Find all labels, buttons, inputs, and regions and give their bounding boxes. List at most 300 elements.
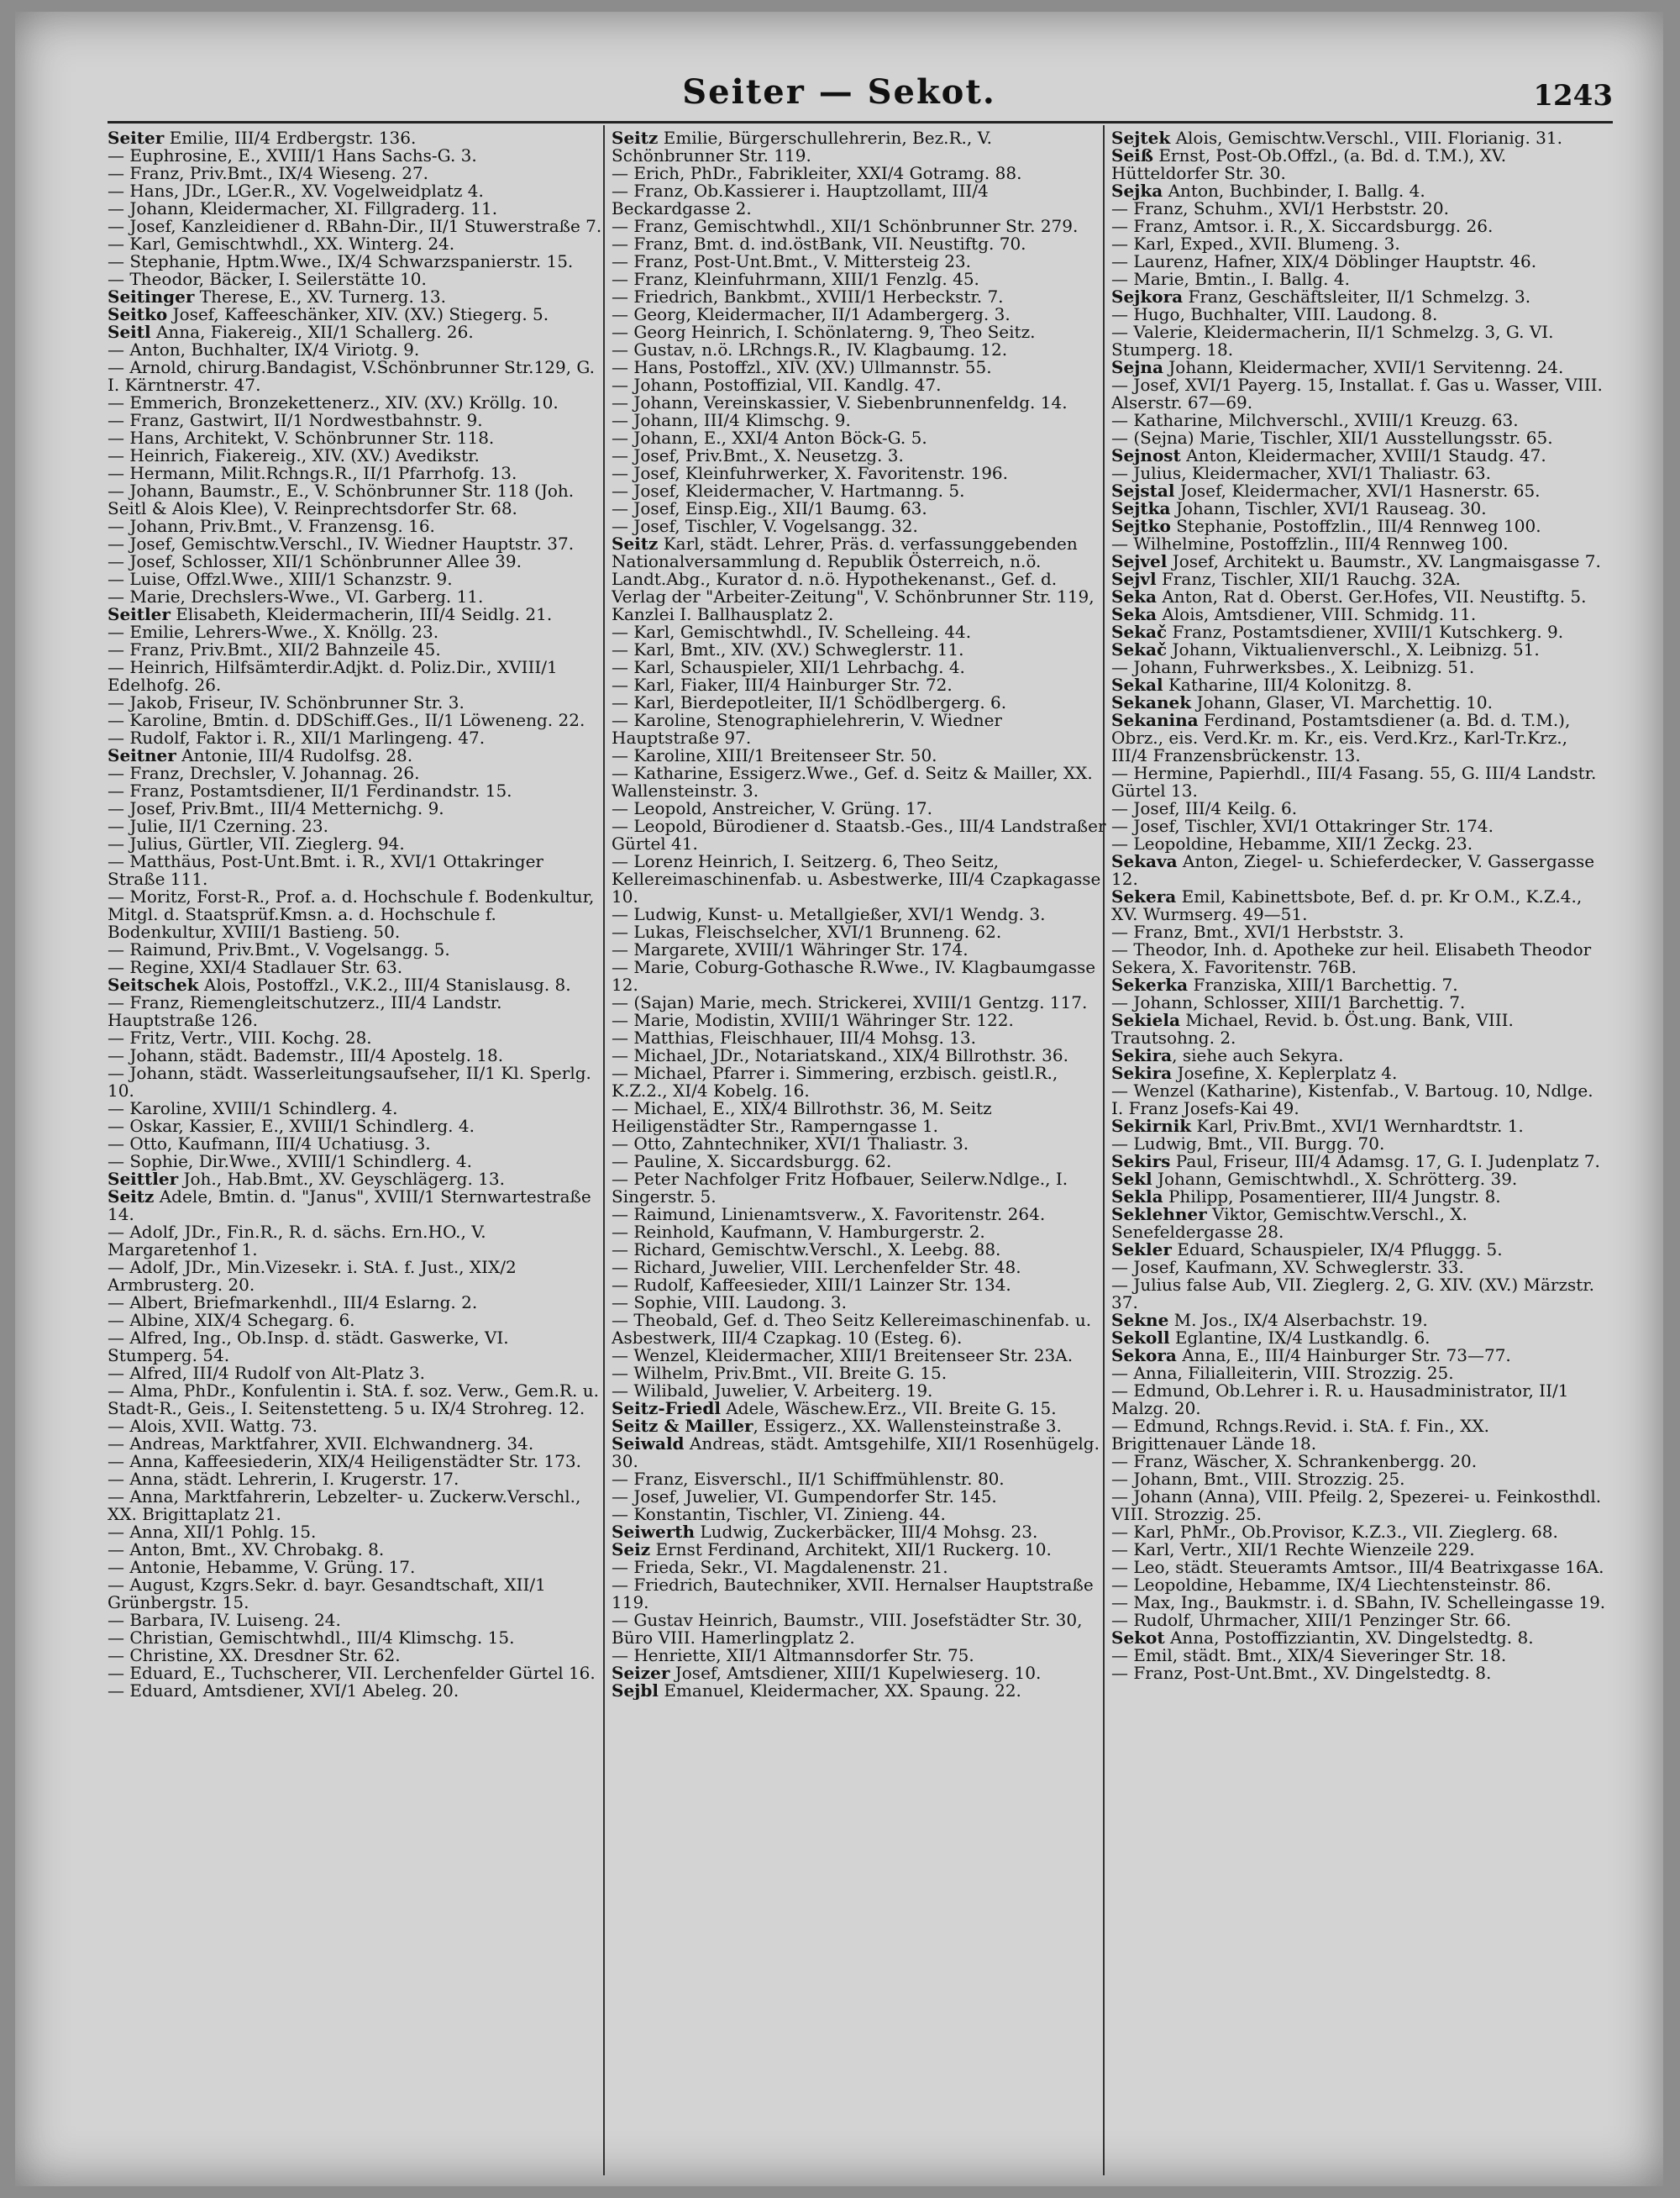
- entry-details: — Gustav Heinrich, Baumstr., VIII. Josefstädter Str. 30, Büro VIII. Hamerlingplatz 2.: [612, 1610, 1083, 1648]
- directory-entry: [108, 1170, 603, 1188]
- directory-entry: [108, 253, 603, 271]
- directory-entry: [108, 465, 603, 482]
- entry-details: Ferdinand, Postamtsdiener (a. Bd. d. T.M.), Obrz., eis. Verd.Kr. m. Kr., eis. Verd.Krz., Karl-Tr.Krz., III/4 Franzensbrückenstr. 13.: [1111, 710, 1571, 765]
- entry-details: Eglantine, IX/4 Lustkandlg. 6.: [1169, 1328, 1431, 1348]
- entry-details: — Wilhelm, Priv.Bmt., VII. Breite G. 15.: [612, 1363, 948, 1383]
- directory-entry: [108, 1188, 603, 1223]
- directory-entry: [1111, 1065, 1607, 1082]
- entry-details: — Franz, Priv.Bmt., XII/2 Bahnzeile 45.: [108, 639, 441, 660]
- entry-details: — Barbara, IV. Luiseng. 24.: [108, 1610, 341, 1630]
- directory-entry: [1111, 1241, 1607, 1259]
- directory-entry: [1111, 429, 1607, 447]
- entry-details: — Karl, Vertr., XII/1 Rechte Wienzeile 229.: [1111, 1539, 1475, 1559]
- entry-details: — (Sejna) Marie, Tischler, XII/1 Ausstellungsstr. 65.: [1111, 428, 1553, 448]
- entry-details: Anton, Rat d. Oberst. Ger.Hofes, VII. Neustiftg. 5.: [1156, 586, 1587, 607]
- directory-entry: [1111, 976, 1607, 994]
- entry-surname: Sejtek: [1111, 129, 1171, 148]
- directory-entry: [1111, 306, 1607, 323]
- entry-details: — Josef, III/4 Keilg. 6.: [1111, 798, 1298, 818]
- entry-details: , Essigerz., XX. Wallensteinstraße 3.: [753, 1416, 1062, 1436]
- entry-details: — Edmund, Rchngs.Revid. i. StA. f. Fin., XX. Brigittenauer Lände 18.: [1111, 1416, 1490, 1454]
- entry-details: Emil, Kabinettsbote, Bef. d. pr. Kr O.M., K.Z.4., XV. Wurmserg. 49—51.: [1111, 886, 1583, 924]
- directory-entry: [612, 1365, 1107, 1382]
- entry-surname: Seklehner: [1111, 1204, 1207, 1224]
- entry-details: — Henriette, XII/1 Altmannsdorfer Str. 75.: [612, 1645, 974, 1665]
- entry-details: — Karoline, Stenographielehrerin, V. Wiedner Hauptstraße 97.: [612, 710, 1002, 748]
- entry-details: — Anton, Bmt., XV. Chrobakg. 8.: [108, 1539, 385, 1559]
- entry-details: — Karl, Bmt., XIV. (XV.) Schweglerstr. 11.: [612, 639, 964, 660]
- entry-details: — Wenzel (Katharine), Kistenfab., V. Bartoug. 10, Ndlge. I. Franz Josefs-Kai 49.: [1111, 1081, 1593, 1118]
- directory-entry: [108, 218, 603, 235]
- directory-entry: [108, 394, 603, 412]
- entry-details: — Franz, Ob.Kassierer i. Hauptzollamt, III/4 Beckardgasse 2.: [612, 181, 989, 218]
- entry-surname: Seiter: [108, 129, 165, 148]
- directory-entry: [108, 623, 603, 641]
- directory-entry: [1111, 182, 1607, 200]
- entry-details: — Theobald, Gef. d. Theo Seitz Kellereimaschinenfab. u. Asbestwerk, III/4 Czapkag. 10 (Esteg. 6).: [612, 1310, 1092, 1348]
- directory-entry: [108, 1629, 603, 1647]
- directory-entry: [108, 1435, 603, 1453]
- directory-entry: [612, 1612, 1107, 1647]
- directory-entry: [612, 1506, 1107, 1523]
- entry-details: Emanuel, Kleidermacher, XX. Spaung. 22.: [659, 1680, 1021, 1700]
- entry-details: — Julie, II/1 Czerning. 23.: [108, 816, 328, 836]
- entry-surname: Sejtka: [1111, 498, 1171, 518]
- entry-details: — Hans, Architekt, V. Schönbrunner Str. 118.: [108, 428, 495, 448]
- directory-entry: [1111, 1594, 1607, 1612]
- entry-details: — Max, Ing., Baukmstr. i. d. SBahn, IV. Schelleingasse 19.: [1111, 1592, 1606, 1612]
- entry-surname: Sekerka: [1111, 975, 1189, 995]
- entry-details: — Hermann, Milit.Rchngs.R., II/1 Pfarrhofg. 13.: [108, 463, 517, 483]
- entry-details: Ernst Ferdinand, Architekt, XII/1 Ruckerg. 10.: [650, 1539, 1052, 1559]
- entry-details: Adele, Bmtin. d. "Janus", XVIII/1 Sternwartestraße 14.: [108, 1186, 591, 1224]
- directory-entry: [1111, 1470, 1607, 1488]
- entry-surname: Sekač: [1111, 639, 1168, 660]
- entry-details: — Regine, XXI/4 Stadlauer Str. 63.: [108, 957, 403, 977]
- directory-entry: [1111, 1117, 1607, 1135]
- directory-entry: [1111, 606, 1607, 623]
- entry-details: — Josef, XVI/1 Payerg. 15, Installat. f. Gas u. Wasser, VIII. Alserstr. 67—69.: [1111, 375, 1603, 413]
- directory-entry: [1111, 623, 1607, 641]
- entry-surname: Seiwerth: [612, 1522, 696, 1542]
- entry-surname: Sekanek: [1111, 692, 1192, 713]
- entry-surname: Seitl: [108, 322, 151, 342]
- entry-details: — Karl, PhMr., Ob.Provisor, K.Z.3., VII. Zieglerg. 68.: [1111, 1522, 1558, 1542]
- entry-surname: Sekera: [1111, 886, 1177, 907]
- directory-entry: [612, 712, 1107, 747]
- entry-details: Franz, Tischler, XII/1 Rauchg. 32A.: [1156, 569, 1461, 589]
- entry-details: — Josef, Kanzleidiener d. RBahn-Dir., II/1 Stuwerstraße 7.: [108, 216, 602, 236]
- directory-entry: [612, 1312, 1107, 1347]
- entry-surname: Sekal: [1111, 675, 1163, 695]
- entry-surname: Sejka: [1111, 181, 1163, 201]
- entry-details: — Moritz, Forst-R., Prof. a. d. Hochschule f. Bodenkultur, Mitgl. d. Staatsprüf.Kmsn. a. d. Hochschule f. Bodenkultur, XVIII/1 Bastieng. 50.: [108, 886, 595, 942]
- entry-surname: Sekne: [1111, 1310, 1169, 1330]
- directory-entry: [108, 1312, 603, 1329]
- directory-entry: [612, 465, 1107, 482]
- directory-entry: [108, 641, 603, 659]
- entry-surname: Seiz: [612, 1539, 651, 1559]
- entry-details: Josefine, X. Keplerplatz 4.: [1172, 1063, 1398, 1083]
- directory-entry: [1111, 1559, 1607, 1576]
- entry-surname: Seitner: [108, 745, 176, 765]
- entry-surname: Sekora: [1111, 1345, 1177, 1365]
- directory-entry: [108, 994, 603, 1029]
- entry-details: — Emilie, Lehrers-Wwe., X. Knöllg. 23.: [108, 622, 439, 642]
- entry-surname: Sejbl: [612, 1680, 659, 1700]
- entry-details: — Franz, Post-Unt.Bmt., XV. Dingelstedtg. 8.: [1111, 1663, 1492, 1682]
- directory-entry: [108, 288, 603, 306]
- directory-entry: [1111, 1629, 1607, 1647]
- directory-entry: [108, 765, 603, 782]
- directory-entry: [612, 1029, 1107, 1047]
- directory-entry: [1111, 571, 1607, 588]
- directory-entry: [108, 147, 603, 165]
- directory-entry: [108, 1329, 603, 1365]
- entry-details: — Johann, Vereinskassier, V. Siebenbrunnenfeldg. 14.: [612, 392, 1068, 413]
- entry-details: — Sophie, VIII. Laudong. 3.: [612, 1292, 847, 1312]
- entry-details: — Raimund, Linienamtsverw., X. Favoritenstr. 264.: [612, 1204, 1046, 1224]
- directory-entry: [108, 782, 603, 800]
- entry-details: Viktor, Gemischtw.Verschl., X. Senefeldergasse 28.: [1111, 1204, 1467, 1242]
- entry-details: — Johann, III/4 Klimschg. 9.: [612, 410, 851, 430]
- entry-details: — Wenzel, Kleidermacher, XIII/1 Breitenseer Str. 23A.: [612, 1345, 1074, 1365]
- entry-details: — Valerie, Kleidermacherin, II/1 Schmelzg. 3, G. VI. Stumperg. 18.: [1111, 322, 1554, 360]
- directory-entry: [612, 765, 1107, 800]
- directory-entry: [612, 1259, 1107, 1276]
- entry-details: — Reinhold, Kaufmann, V. Hamburgerstr. 2.: [612, 1222, 985, 1242]
- directory-entry: [108, 535, 603, 553]
- entry-details: — Johann (Anna), VIII. Pfeilg. 2, Spezerei- u. Feinkosthdl. VIII. Strozzig. 25.: [1111, 1486, 1602, 1524]
- directory-entry: [612, 271, 1107, 288]
- directory-entry: [612, 1347, 1107, 1365]
- entry-details: — Edmund, Ob.Lehrer i. R. u. Hausadministrator, II/1 Malzg. 20.: [1111, 1380, 1569, 1418]
- directory-entry: [612, 747, 1107, 765]
- entry-details: — Hans, JDr., LGer.R., XV. Vogelweidplatz 4.: [108, 181, 484, 201]
- entry-details: — Anna, XII/1 Pohlg. 15.: [108, 1522, 317, 1542]
- directory-entry: [612, 482, 1107, 500]
- entry-surname: Sejvel: [1111, 551, 1168, 571]
- directory-entry: [1111, 588, 1607, 606]
- directory-entry: [1111, 218, 1607, 235]
- entry-details: — Josef, Priv.Bmt., X. Neusetzg. 3.: [612, 445, 904, 465]
- directory-entry: [1111, 994, 1607, 1012]
- directory-entry: [1111, 323, 1607, 359]
- entry-details: — Franz, Priv.Bmt., IX/4 Wieseng. 27.: [108, 163, 429, 183]
- directory-entry: [1111, 235, 1607, 253]
- directory-entry: [108, 1047, 603, 1065]
- directory-entry: [1111, 1347, 1607, 1365]
- entry-details: — Lukas, Fleischselcher, XVI/1 Brunneng. 62.: [612, 922, 1002, 942]
- entry-details: — Josef, Tischler, XVI/1 Ottakringer Str. 174.: [1111, 816, 1494, 836]
- entry-details: Alois, Postoffzl., V.K.2., III/4 Stanislausg. 8.: [198, 975, 571, 995]
- directory-entry: [108, 1523, 603, 1541]
- directory-entry: [612, 994, 1107, 1012]
- entry-details: — Ludwig, Bmt., VII. Burgg. 70.: [1111, 1133, 1385, 1154]
- entry-details: — Karl, Gemischtwhdl., XX. Winterg. 24.: [108, 234, 455, 254]
- entry-surname: Seitinger: [108, 287, 195, 307]
- directory-entry: [108, 447, 603, 465]
- entry-surname: Sejnost: [1111, 445, 1181, 465]
- directory-column-1: [108, 129, 603, 1700]
- entry-details: — Adolf, JDr., Min.Vizesekr. i. StA. f. Just., XIX/2 Armbrusterg. 20.: [108, 1257, 517, 1295]
- entry-surname: Seiß: [1111, 145, 1153, 166]
- directory-entry: [612, 676, 1107, 694]
- entry-details: — Heinrich, Hilfsämterdir.Adjkt. d. Poliz.Dir., XVIII/1 Edelhofg. 26.: [108, 657, 558, 695]
- entry-details: Johann, Glaser, VI. Marchettig. 10.: [1191, 692, 1494, 713]
- entry-details: — Marie, Coburg-Gothasche R.Wwe., IV. Klagbaumgasse 12.: [612, 957, 1096, 995]
- directory-entry: [1111, 129, 1607, 147]
- entry-surname: Sekla: [1111, 1186, 1163, 1207]
- directory-entry: [108, 588, 603, 606]
- entry-details: Johann, Kleidermacher, XVII/1 Servitenng. 24.: [1163, 357, 1564, 377]
- entry-details: — Franz, Post-Unt.Bmt., V. Mittersteig 23.: [612, 251, 972, 271]
- directory-entry: [1111, 659, 1607, 676]
- entry-details: — Hans, Postoffzl., XIV. (XV.) Ullmannstr. 55.: [612, 357, 992, 377]
- entry-surname: Sejna: [1111, 357, 1163, 377]
- directory-entry: [612, 853, 1107, 906]
- entry-details: — Leopold, Anstreicher, V. Grüng. 17.: [612, 798, 932, 818]
- page-number: 1243: [1533, 79, 1613, 113]
- entry-details: — Christian, Gemischtwhdl., III/4 Klimschg. 15.: [108, 1627, 515, 1648]
- entry-details: — Albert, Briefmarkenhdl., III/4 Eslarng. 2.: [108, 1292, 478, 1312]
- directory-entry: [612, 1576, 1107, 1612]
- directory-entry: [612, 1647, 1107, 1664]
- directory-entry: [612, 906, 1107, 923]
- entry-details: — Johann, Fuhrwerksbes., X. Leibnizg. 51.: [1111, 657, 1475, 677]
- directory-entry: [108, 818, 603, 835]
- directory-entry: [1111, 1276, 1607, 1312]
- directory-entry: [1111, 376, 1607, 412]
- entry-surname: Sekava: [1111, 851, 1178, 871]
- directory-entry: [108, 235, 603, 253]
- directory-entry: [612, 1682, 1107, 1700]
- entry-surname: Seitz & Mailler: [612, 1416, 753, 1436]
- directory-entry: [1111, 447, 1607, 465]
- entry-surname: Seizer: [612, 1663, 670, 1683]
- entry-details: — Karoline, XIII/1 Breitenseer Str. 50.: [612, 745, 937, 765]
- directory-entry: [108, 694, 603, 712]
- directory-entry: [108, 412, 603, 429]
- entry-details: Eduard, Schauspieler, IX/4 Pfluggg. 5.: [1171, 1239, 1503, 1259]
- directory-entry: [108, 1647, 603, 1664]
- directory-entry: [612, 923, 1107, 941]
- directory-entry: [108, 341, 603, 359]
- entry-details: — Alfred, Ing., Ob.Insp. d. städt. Gaswerke, VI. Stumperg. 54.: [108, 1328, 509, 1365]
- directory-entry: [1111, 1523, 1607, 1541]
- directory-entry: [612, 959, 1107, 994]
- entry-details: — Franz, Gemischtwhdl., XII/1 Schönbrunner Str. 279.: [612, 216, 1079, 236]
- entry-surname: Seitko: [108, 304, 168, 324]
- entry-details: — Karl, Fiaker, III/4 Hainburger Str. 72.: [612, 675, 953, 695]
- entry-details: — Ludwig, Kunst- u. Metallgießer, XVI/1 Wendg. 3.: [612, 904, 1046, 924]
- directory-entry: [1111, 835, 1607, 853]
- directory-entry: [108, 1682, 603, 1700]
- directory-entry: [612, 623, 1107, 641]
- directory-entry: [1111, 641, 1607, 659]
- entry-surname: Sekirnik: [1111, 1116, 1192, 1136]
- directory-entry: [612, 1664, 1107, 1682]
- entry-details: — Josef, Schlosser, XII/1 Schönbrunner Allee 39.: [108, 551, 522, 571]
- entry-details: — Josef, Juwelier, VI. Gumpendorfer Str. 145.: [612, 1486, 997, 1507]
- entry-details: — Stephanie, Hptm.Wwe., IX/4 Schwarzspanierstr. 15.: [108, 251, 574, 271]
- entry-surname: Sekler: [1111, 1239, 1172, 1259]
- entry-details: Emilie, Bürgerschullehrerin, Bez.R., V. Schönbrunner Str. 119.: [612, 129, 992, 166]
- entry-details: — Johann, Kleidermacher, XI. Fillgraderg. 11.: [108, 198, 498, 218]
- directory-entry: [108, 1453, 603, 1470]
- entry-surname: Seka: [1111, 604, 1157, 624]
- directory-entry: [1111, 818, 1607, 835]
- directory-entry: [1111, 1612, 1607, 1629]
- directory-entry: [612, 1100, 1107, 1135]
- directory-entry: [612, 1206, 1107, 1223]
- directory-entry: [1111, 1153, 1607, 1170]
- entry-details: — Anna, Kaffeesiederin, XIX/4 Heiligenstädter Str. 173.: [108, 1451, 581, 1471]
- entry-details: — Margarete, XVIII/1 Währinger Str. 174.: [612, 939, 969, 960]
- entry-surname: Sejtko: [1111, 516, 1171, 536]
- directory-entry: [108, 359, 603, 394]
- directory-entry: [612, 1223, 1107, 1241]
- entry-details: — Josef, Kleinfuhrwerker, X. Favoritenstr. 196.: [612, 463, 1009, 483]
- directory-entry: [612, 641, 1107, 659]
- directory-entry: [108, 1488, 603, 1523]
- directory-entry: [1111, 1541, 1607, 1559]
- directory-entry: [612, 659, 1107, 676]
- entry-details: Katharine, III/4 Kolonitzg. 8.: [1163, 675, 1412, 695]
- entry-details: — Erich, PhDr., Fabrikleiter, XXI/4 Gotramg. 88.: [612, 163, 1022, 183]
- directory-entry: [1111, 1365, 1607, 1382]
- directory-entry: [612, 1417, 1107, 1435]
- directory-entry: [1111, 800, 1607, 818]
- directory-entry: [108, 571, 603, 588]
- directory-entry: [108, 853, 603, 888]
- entry-details: — Franz, Schuhm., XVI/1 Herbststr. 20.: [1111, 198, 1449, 218]
- entry-details: — Lorenz Heinrich, I. Seitzerg. 6, Theo Seitz, Kellereimaschinenfab. u. Asbestwerke, III/4 Czapkagasse 10.: [612, 851, 1101, 907]
- entry-details: — Josef, Priv.Bmt., III/4 Metternichg. 9.: [108, 798, 444, 818]
- directory-entry: [1111, 1259, 1607, 1276]
- entry-details: — Johann, Schlosser, XIII/1 Barchettig. 7.: [1111, 992, 1466, 1012]
- directory-entry: [1111, 412, 1607, 429]
- entry-surname: Sejkora: [1111, 287, 1184, 307]
- entry-details: — Andreas, Marktfahrer, XVII. Elchwandnerg. 34.: [108, 1433, 534, 1454]
- entry-details: — Euphrosine, E., XVIII/1 Hans Sachs-G. 3.: [108, 145, 477, 166]
- entry-surname: Seitz: [612, 534, 659, 554]
- entry-surname: Sekira: [1111, 1063, 1173, 1083]
- entry-details: — Katharine, Milchverschl., XVIII/1 Kreuzg. 63.: [1111, 410, 1519, 430]
- entry-surname: Sekirs: [1111, 1151, 1171, 1171]
- directory-entry: [612, 394, 1107, 412]
- directory-entry: [612, 1294, 1107, 1312]
- directory-entry: [108, 659, 603, 694]
- entry-surname: Sejstal: [1111, 481, 1175, 501]
- entry-details: Karl, städt. Lehrer, Präs. d. verfassunggebenden Nationalversammlung d. Republik Österreich, n.ö. Landt.Abg., Kurator d. n.ö. Hypothekenanst., Gef. d. Verlag der "Arbeiter-Zeitung", V. Schönbrunner Str. 119, Kanzlei I. Ballhausplatz 2.: [612, 534, 1095, 624]
- directory-entry: [1111, 676, 1607, 694]
- entry-details: — Josef, Kaufmann, XV. Schweglerstr. 33.: [1111, 1257, 1464, 1277]
- directory-entry: [612, 412, 1107, 429]
- entry-details: Johann, Viktualienverschl., X. Leibnizg. 51.: [1167, 639, 1540, 660]
- entry-details: Johann, Tischler, XVI/1 Rauseag. 30.: [1170, 498, 1487, 518]
- entry-details: Andreas, städt. Amtsgehilfe, XII/1 Rosenhügelg. 30.: [612, 1433, 1100, 1471]
- directory-entry: [612, 1065, 1107, 1100]
- directory-entry: [1111, 1417, 1607, 1453]
- entry-details: — Luise, Offzl.Wwe., XIII/1 Schanzstr. 9.: [108, 569, 453, 589]
- directory-entry: [1111, 253, 1607, 271]
- directory-entry: [108, 1100, 603, 1117]
- entry-details: Anna, Fiakereig., XII/1 Schallerg. 26.: [150, 322, 474, 342]
- entry-details: — Franz, Wäscher, X. Schrankenbergg. 20.: [1111, 1451, 1478, 1471]
- entry-details: — Julius false Aub, VII. Zieglerg. 2, G. XIV. (XV.) Märzstr. 37.: [1111, 1275, 1595, 1312]
- page-title: Seiter — Sekot.: [682, 72, 996, 112]
- entry-details: Josef, Kaffeeschänker, XIV. (XV.) Stiegerg. 5.: [167, 304, 549, 324]
- entry-details: Alois, Gemischtw.Verschl., VIII. Florianig. 31.: [1170, 129, 1562, 148]
- entry-details: — Johann, städt. Wasserleitungsaufseher, II/1 Kl. Sperlg. 10.: [108, 1063, 591, 1101]
- entry-details: — Pauline, X. Siccardsburgg. 62.: [612, 1151, 892, 1171]
- entry-details: — Johann, Bmt., VIII. Strozzig. 25.: [1111, 1469, 1405, 1489]
- directory-entry: [108, 1664, 603, 1682]
- entry-details: — Leopoldine, Hebamme, IX/4 Liechtensteinstr. 86.: [1111, 1575, 1551, 1595]
- entry-details: — Johann, E., XXI/4 Anton Böck-G. 5.: [612, 428, 927, 448]
- directory-entry: [1111, 1188, 1607, 1206]
- directory-entry: [108, 888, 603, 941]
- directory-entry: [1111, 518, 1607, 535]
- entry-details: M. Jos., IX/4 Alserbachstr. 19.: [1168, 1310, 1428, 1330]
- entry-details: — Karl, Schauspieler, XII/1 Lehrbachg. 4.: [612, 657, 965, 677]
- directory-entry: [612, 323, 1107, 341]
- directory-entry: [1111, 482, 1607, 500]
- directory-entry: [108, 1259, 603, 1294]
- entry-surname: Seitler: [108, 604, 171, 624]
- directory-entry: [108, 182, 603, 200]
- entry-surname: Seitz: [108, 1186, 155, 1207]
- entry-details: Paul, Friseur, III/4 Adamsg. 17, G. I. Judenplatz 7.: [1170, 1151, 1600, 1171]
- entry-details: — Leopold, Bürodiener d. Staatsb.-Ges., III/4 Landstraßer Gürtel 41.: [612, 816, 1106, 854]
- entry-details: Ernst, Post-Ob.Offzl., (a. Bd. d. T.M.), XV. Hütteldorfer Str. 30.: [1111, 145, 1507, 183]
- entry-details: — Johann, städt. Bademstr., III/4 Apostelg. 18.: [108, 1045, 504, 1065]
- entry-details: — Theodor, Inh. d. Apotheke zur heil. Elisabeth Theodor Sekera, X. Favoritenstr. 76B.: [1111, 939, 1592, 977]
- directory-entry: [612, 1382, 1107, 1400]
- entry-details: — Theodor, Bäcker, I. Seilerstätte 10.: [108, 269, 427, 289]
- directory-entry: [612, 129, 1107, 165]
- directory-entry: [108, 165, 603, 182]
- directory-entry: [612, 1135, 1107, 1153]
- entry-details: — Otto, Zahntechniker, XVI/1 Thaliastr. 3.: [612, 1133, 969, 1154]
- entry-surname: Seitz-Friedl: [612, 1398, 721, 1418]
- entry-details: — Franz, Bmt., XVI/1 Herbststr. 3.: [1111, 922, 1404, 942]
- entry-details: — Anna, Filialleiterin, VIII. Strozzig. 25.: [1111, 1363, 1454, 1383]
- entry-surname: Seka: [1111, 586, 1157, 607]
- directory-entry: [612, 941, 1107, 959]
- entry-details: — Michael, Pfarrer i. Simmering, erzbisch. geistl.R., K.Z.2., XI/4 Kobelg. 16.: [612, 1063, 1058, 1101]
- directory-entry: [1111, 694, 1607, 712]
- entry-details: — Franz, Gastwirt, II/1 Nordwestbahnstr. 9.: [108, 410, 483, 430]
- entry-details: — Josef, Kleidermacher, V. Hartmanng. 5.: [612, 481, 965, 501]
- directory-entry: [108, 1135, 603, 1153]
- entry-details: — Franz, Bmt. d. ind.östBank, VII. Neustiftg. 70.: [612, 234, 1026, 254]
- directory-entry: [108, 1065, 603, 1100]
- directory-entry: [108, 1470, 603, 1488]
- entry-details: — Rudolf, Uhrmacher, XIII/1 Penzinger Str. 66.: [1111, 1610, 1512, 1630]
- directory-entry: [612, 1488, 1107, 1506]
- entry-details: — Karl, Gemischtwhdl., IV. Schelleing. 44.: [612, 622, 972, 642]
- entry-details: — (Sajan) Marie, mech. Strickerei, XVIII/1 Gentzg. 117.: [612, 992, 1088, 1012]
- entry-surname: Seittler: [108, 1169, 179, 1189]
- directory-entry: [108, 200, 603, 218]
- entry-details: — Franz, Drechsler, V. Johannag. 26.: [108, 763, 420, 783]
- entry-details: — Jakob, Friseur, IV. Schönbrunner Str. 3.: [108, 692, 465, 713]
- entry-surname: Seitschek: [108, 975, 199, 995]
- entry-details: — Emmerich, Bronzekettenerz., XIV. (XV.) Kröllg. 10.: [108, 392, 559, 413]
- directory-entry: [612, 500, 1107, 518]
